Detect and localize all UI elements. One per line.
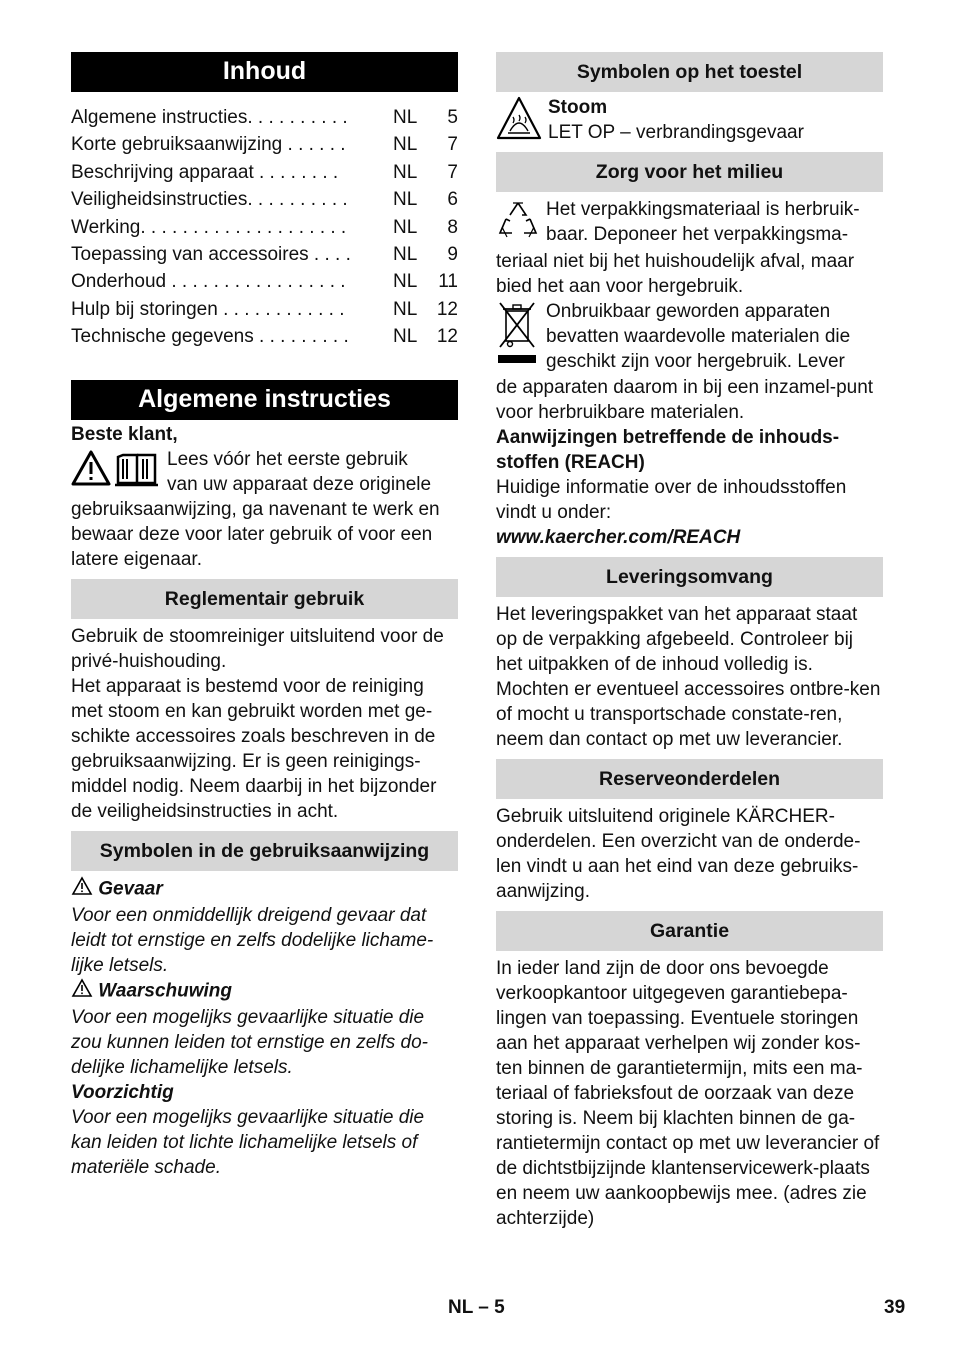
toc-entry-lang: NL — [393, 298, 418, 320]
caution-text: Voor een mogelijks gevaarlijke situatie die kan leiden tot lichte lichamelijke letsels of materiële schade. — [71, 1106, 425, 1178]
toc-entry[interactable] — [71, 214, 458, 241]
warranty-heading: Garantie — [496, 911, 883, 951]
toc-entry-title: Algemene instructies. . . . . . . . . . — [71, 107, 348, 128]
weee-line-2: bevatten waardevolle materialen die — [546, 326, 851, 347]
toc-entry-page: 7 — [447, 161, 458, 183]
recycle-text: teriaal niet bij het huishoudelijk afval, maar bied het aan voor hergebruik. — [496, 251, 855, 297]
toc-entry-lang: NL — [393, 189, 418, 211]
toc-entry[interactable] — [71, 104, 458, 131]
right-column — [496, 52, 883, 1231]
hot-steam-warning-icon — [496, 95, 542, 147]
table-of-contents — [71, 104, 458, 351]
environment-heading: Zorg voor het milieu — [496, 152, 883, 192]
toc-entry[interactable] — [71, 241, 458, 268]
toc-entry-title: Onderhoud . . . . . . . . . . . . . . . . . — [71, 271, 346, 293]
warning-manual-icon — [71, 449, 161, 493]
toc-entry-page: 7 — [447, 134, 458, 156]
toc-entry-title: Beschrijving apparaat . . . . . . . . — [71, 161, 339, 183]
warning-text: Voor een mogelijks gevaarlijke situatie die zou kunnen leiden tot ernstige en zelfs do-delijke lichamelijke letsels. — [71, 1006, 429, 1078]
toc-entry-lang: NL — [393, 271, 418, 293]
toc-entry-title: Technische gegevens . . . . . . . . . — [71, 326, 349, 348]
toc-entry[interactable] — [71, 323, 458, 350]
warranty-text: In ieder land zijn de door ons bevoegde verkoopkantoor uitgegeven garantiebepa-lingen van toepassing. Eventuele storingen aan het apparaat verhelpen wij zonder kos-ten binnen de garantietermijn, mits een ma-teriaal of fabrieksfout de oorzaak van deze storing is. Neem bij klachten binnen de ga-rantietermijn contact op met uw leverancier of de dichtstbijzijnde klantenservicewerk-plaats en neem uw aankoopbewijs mee. (adres zie achterzijde) — [496, 958, 880, 1229]
reach-text: Huidige informatie over de inhoudsstoffen vindt u onder: — [496, 477, 847, 523]
toc-entry-lang: NL — [393, 243, 418, 265]
footer-section: NL – 5 — [448, 1297, 505, 1318]
footer-page-number: 39 — [884, 1297, 906, 1318]
toc-entry-page: 6 — [447, 189, 458, 211]
toc-entry-page: 12 — [436, 326, 458, 348]
toc-entry-title: Toepassing van accessoires . . . . — [71, 243, 351, 265]
spares-heading: Reserveonderdelen — [496, 759, 883, 799]
intro-text: gebruiksaanwijzing, ga navenant te werk en bewaar deze voor later gebruik of voor een latere eigenaar. — [71, 498, 440, 570]
toc-entry-page: 5 — [447, 107, 458, 128]
steam-label: Stoom — [548, 97, 608, 118]
weee-line-1: Onbruikbaar geworden apparaten — [546, 301, 831, 322]
steam-text: LET OP – verbrandingsgevaar — [548, 122, 804, 143]
toc-entry-lang: NL — [393, 134, 418, 156]
warning-triangle-icon — [71, 978, 93, 1005]
toc-entry-lang: NL — [393, 107, 418, 128]
toc-entry[interactable] — [71, 296, 458, 323]
spares-text: Gebruik uitsluitend originele KÄRCHER-onderdelen. Een overzicht van de onderde-len vindt u aan het eind van deze gebruiks-aanwijzing. — [496, 806, 861, 902]
toc-entry-page: 11 — [438, 271, 458, 293]
toc-entry[interactable] — [71, 131, 458, 158]
toc-entry-title: Veiligheidsinstructies. . . . . . . . . . — [71, 189, 348, 211]
toc-entry[interactable] — [71, 268, 458, 295]
toc-entry-title: Korte gebruiksaanwijzing . . . . . . — [71, 134, 346, 156]
toc-entry-page: 8 — [447, 216, 458, 238]
general-heading: Algemene instructies — [71, 380, 458, 420]
toc-entry-lang: NL — [393, 216, 418, 238]
toc-heading: Inhoud — [71, 52, 458, 92]
danger-triangle-icon — [71, 876, 93, 903]
intro-line-1: Lees vóór het eerste gebruik — [167, 448, 408, 470]
delivery-heading: Leveringsomvang — [496, 557, 883, 597]
danger-label: Gevaar — [98, 878, 163, 900]
warning-label: Waarschuwing — [98, 980, 233, 1002]
toc-entry-title: Hulp bij storingen . . . . . . . . . . . . — [71, 298, 345, 320]
usage-heading: Reglementair gebruik — [71, 579, 458, 619]
toc-entry[interactable] — [71, 186, 458, 213]
symbols-manual-heading: Symbolen in de gebruiksaanwijzing — [71, 831, 458, 871]
symbols-device-heading: Symbolen op het toestel — [496, 52, 883, 92]
caution-label: Voorzichtig — [71, 1081, 174, 1103]
toc-entry-lang: NL — [393, 161, 418, 183]
toc-entry[interactable] — [71, 159, 458, 186]
weee-line-3: geschikt zijn voor hergebruik. Lever — [546, 351, 845, 372]
reach-link[interactable]: www.kaercher.com/REACH — [496, 527, 741, 548]
reach-heading: Aanwijzingen betreffende de inhouds-stoffen (REACH) — [496, 427, 840, 473]
toc-entry-title: Werking. . . . . . . . . . . . . . . . . . . . — [71, 216, 347, 238]
weee-crossed-bin-icon — [496, 299, 540, 375]
toc-entry-lang: NL — [393, 326, 418, 348]
danger-text: Voor een onmiddellijk dreigend gevaar dat leidt tot ernstige en zelfs dodelijke lichame-lijke letsels. — [71, 904, 434, 976]
delivery-text: Het leveringspakket van het apparaat staat op de verpakking afgebeeld. Controleer bij het uitpakken of de inhoud volledig is. Mochten er eventueel accessoires ontbre-ken of mocht u transportschade constate-ren, neem dan contact op met uw leverancier. — [496, 604, 881, 750]
greeting: Beste klant, — [71, 423, 178, 445]
toc-entry-page: 12 — [436, 298, 458, 320]
weee-text: de apparaten daarom in bij een inzamel-punt voor herbruikbare materialen. — [496, 377, 874, 423]
usage-text-2: Het apparaat is bestemd voor de reiniging met stoom en kan gebruikt worden met ge-schikte accessoires zoals beschreven in de gebruiksaanwijzing. Er is geen reinigings-middel nodig. Neem daarbij in het bijzonder de veiligheidsinstructies in acht. — [71, 675, 437, 822]
usage-text-1: Gebruik de stoomreiniger uitsluitend voor de privé-huishouding. — [71, 625, 444, 672]
recycle-icon — [496, 197, 540, 249]
intro-line-2: van uw apparaat deze originele — [167, 473, 432, 495]
left-column — [71, 52, 458, 1180]
recycle-line-1: Het verpakkingsmateriaal is herbruik- — [546, 199, 860, 220]
toc-entry-page: 9 — [447, 243, 458, 265]
recycle-line-2: baar. Deponeer het verpakkingsma- — [546, 224, 849, 245]
